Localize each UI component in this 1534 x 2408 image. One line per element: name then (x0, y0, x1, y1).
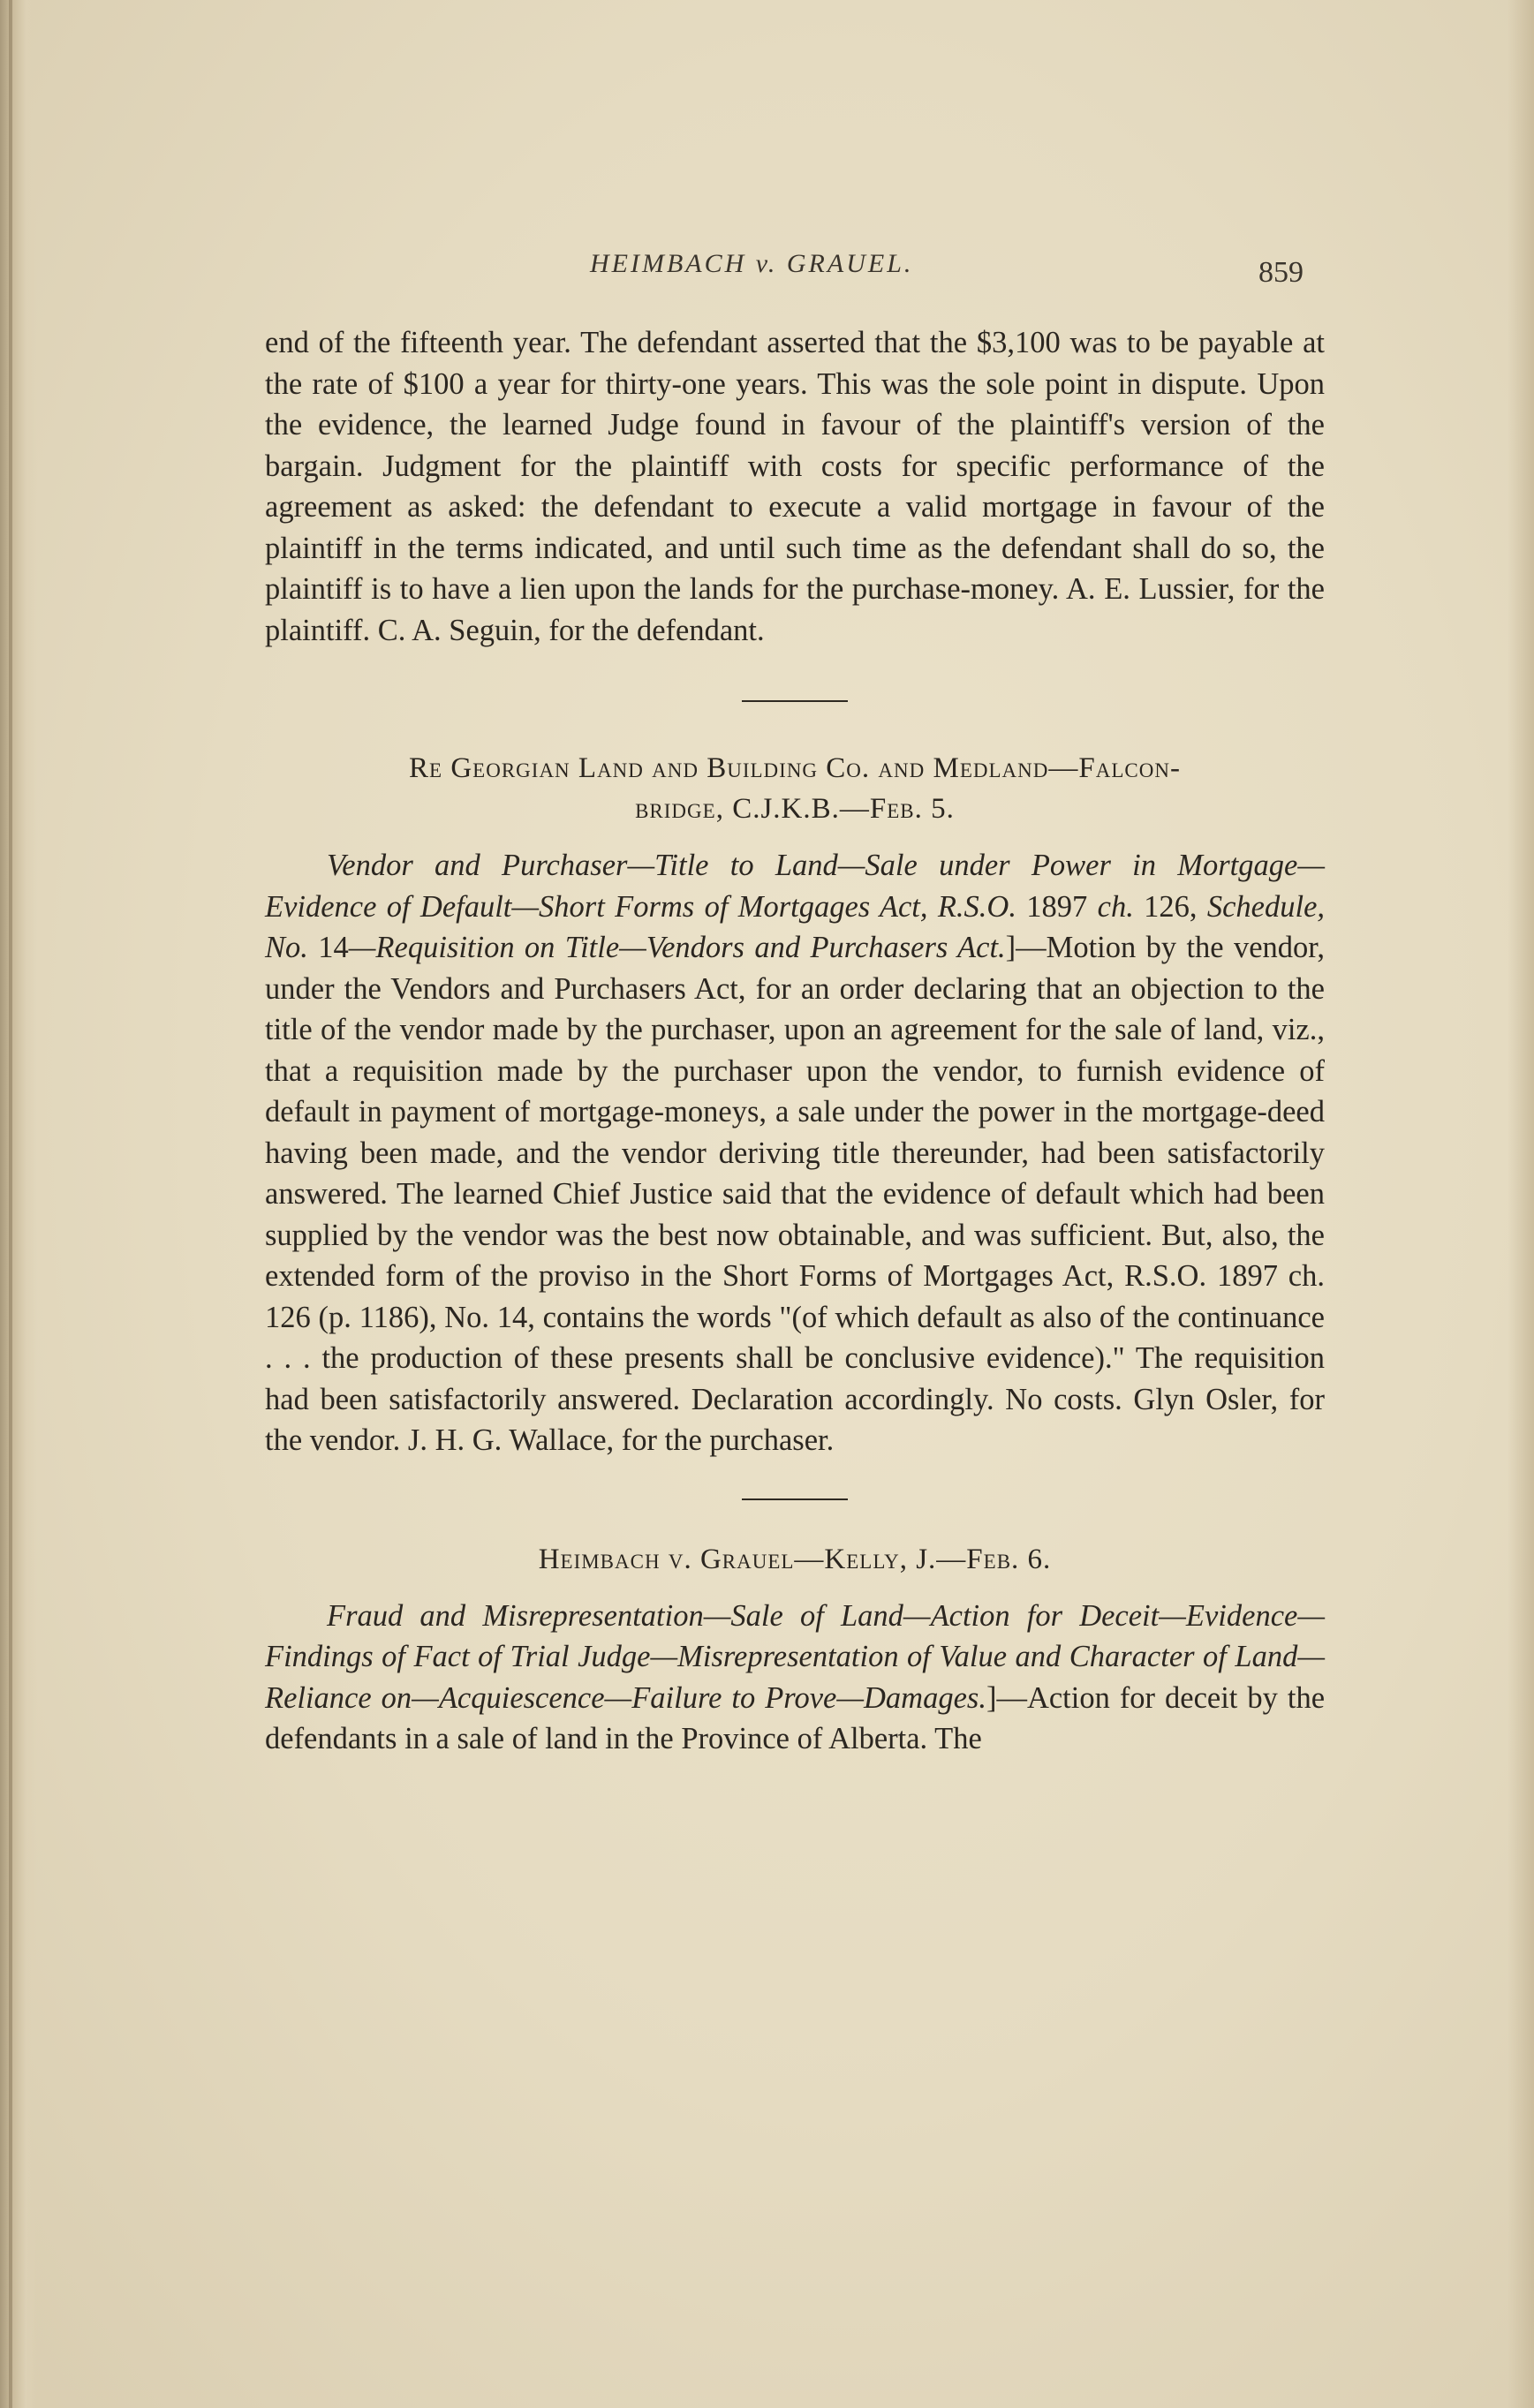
page-edge-shadow (1508, 0, 1534, 2408)
section-divider (742, 700, 848, 702)
headnote-catchwords: Vendor and Purchaser—Title to Land—Sale under Power in Mortgage—Evidence of Default—Short Forms of Mortgages Act, R.S.O. (265, 849, 1325, 924)
headnote-catchwords-plain-3: 14 (307, 931, 349, 964)
binding-edge (9, 0, 12, 2408)
headnote-catchwords-end: —Requisition on Title—Vendors and Purchasers Act. (348, 931, 1006, 964)
case-title (265, 748, 1325, 829)
page-number: 859 (1258, 256, 1304, 289)
page-body (265, 322, 1325, 1760)
case-title (265, 1539, 1325, 1580)
case-title-line-2: bridge, C.J.K.B.—Feb. 5. (635, 793, 955, 825)
section-divider (742, 1498, 848, 1500)
case-headnote (265, 1596, 1325, 1760)
headnote-catchwords-plain-2: 126, (1133, 889, 1207, 924)
headnote-body: ]—Motion by the vendor, under the Vendors and Purchasers Act, for an order declaring that an objection to the title of the vendor made by the purchaser, upon an agreement for the sale of land, viz., that a requisition made by the purchaser upon the vendor, to furnish evidence of default in payment of mortgage-moneys, a sale under the power in the mortgage-deed having been made, and the vendor deriving title thereunder, had been satisfactorily answered. The learned Chief Justice said that the evidence of default which had been supplied by the vendor was the best now obtainable, and was sufficient. But, also, the extended form of the proviso in the Short Forms of Mortgages Act, R.S.O. 1897 ch. 126 (p. 1186), No. 14, contains the words "(of which default as also of the continuance . . . the production of these presents shall be conclusive evidence)." The requisition had been satisfactorily answered. Declaration accordingly. No costs. Glyn Osler, for the vendor. J. H. G. Wallace, for the purchaser. (265, 931, 1326, 1457)
headnote-catchwords-plain: 1897 (1016, 889, 1098, 924)
page-binding-shadow (0, 0, 37, 2408)
page-header (265, 249, 1325, 302)
headnote-catchwords-schedule: Schedule, No. (265, 889, 1326, 964)
case-title-line-1: Heimbach v. Grauel—Kelly, J.—Feb. 6. (538, 1543, 1052, 1575)
headnote-catchwords-ch: ch. (1097, 889, 1134, 924)
headnote-body: ]—Action for deceit by the defendants in a sale of land in the Province of Alberta. The (265, 1680, 1326, 1755)
case-headnote (265, 845, 1325, 1461)
continuation-paragraph: end of the fifteenth year. The defendant asserted that the $3,100 was to be payable at the rate of $100 a year for thirty-one years. This was the sole point in dispute. Upon the evidence, the learned Judge found in favour of the plaintiff's version of the bargain. Judgment for the plaintiff with costs for specific performance of the agreement as asked: the defendant to execute a valid mortgage in favour of the plaintiff in the terms indicated, and until such time as the defendant shall do so, the plaintiff is to have a lien upon the lands for the purchase-money. A. E. Lussier, for the plaintiff. C. A. Seguin, for the defendant. (265, 326, 1325, 647)
running-head: HEIMBACH v. GRAUEL. (590, 249, 914, 278)
headnote-catchwords: Fraud and Misrepresentation—Sale of Land—Action for Deceit—Evidence—Findings of Fact of Trial Judge—Misrepresentation of Value and Character of Land—Reliance on—Acquiescence—Failure to Prove—Damages. (265, 1598, 1325, 1715)
case-title-line-1: Re Georgian Land and Building Co. and Medland—Falcon- (409, 752, 1181, 784)
